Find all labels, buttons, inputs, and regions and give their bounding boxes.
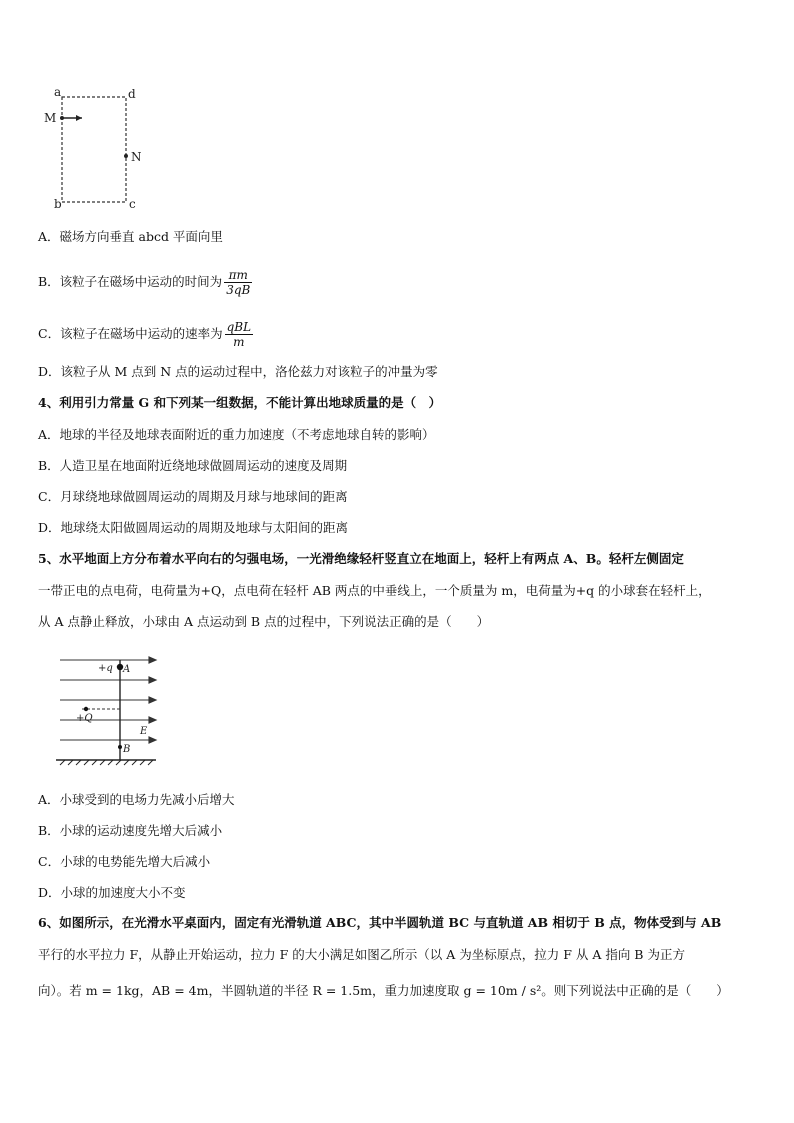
q6-stem-line2: 平行的水平拉力 F，从静止开始运动，拉力 F 的大小满足如图乙所示（以 A 为坐标原点，拉力 F 从 A 指向 B 为正方 [38, 947, 685, 962]
label-a: a [54, 85, 62, 99]
label-c: c [129, 197, 136, 211]
fraction-denominator: m [233, 335, 245, 349]
label-N: N [131, 150, 142, 164]
figure-electric-field [56, 654, 168, 772]
q5-stem-line1: 5、水平地面上方分布着水平向右的匀强电场，一光滑绝缘轻杆竖直立在地面上，轻杆上有两点 A、B。轻杆左侧固定 [38, 551, 684, 566]
q5-stem-line3: 从 A 点静止释放，小球由 A 点运动到 B 点的过程中，下列说法正确的是（ ） [38, 614, 490, 629]
label-plus-Q: +Q [76, 713, 93, 724]
q3-option-b-text: B．该粒子在磁场中运动的时间为 [38, 274, 223, 289]
q3-option-d: D．该粒子从 M 点到 N 点的运动过程中，洛伦兹力对该粒子的冲量为零 [38, 364, 438, 379]
q4-option-b: B．人造卫星在地面附近绕地球做圆周运动的速度及周期 [38, 458, 348, 473]
q4-stem: 4、利用引力常量 G 和下列某一组数据，不能计算出地球质量的是（ ） [38, 395, 442, 410]
label-d: d [128, 87, 136, 101]
fraction-numerator: qBL [226, 320, 252, 334]
q5-option-b: B．小球的运动速度先增大后减小 [38, 823, 223, 838]
q6-stem-line1: 6、如图所示，在光滑水平桌面内，固定有光滑轨道 ABC，其中半圆轨道 BC 与直轨道 AB 相切于 B 点，物体受到与 AB [38, 915, 722, 930]
q3-option-a: A．磁场方向垂直 abcd 平面向里 [38, 229, 223, 244]
q5-stem-line2: 一带正电的点电荷，电荷量为+Q，点电荷在轻杆 AB 两点的中垂线上，一个质量为 m，电荷量为+q 的小球套在轻杆上， [38, 583, 711, 598]
q5-option-a: A．小球受到的电场力先减小后增大 [38, 792, 235, 807]
q5-option-d: D．小球的加速度大小不变 [38, 885, 186, 900]
label-M: M [44, 111, 57, 125]
q3-option-c [38, 320, 255, 349]
fraction-numerator: πm [224, 268, 252, 283]
q3-option-b [38, 268, 254, 297]
fraction-denominator: 3qB [226, 283, 251, 297]
label-A: A [123, 664, 131, 675]
label-b: b [54, 197, 62, 211]
q3-option-c-text: C．该粒子在磁场中运动的速率为 [38, 326, 223, 341]
label-plus-q: +q [98, 663, 113, 674]
q6-stem-line3: 向）。若 m = 1kg，AB = 4m，半圆轨道的半径 R = 1.5m，重力加速度取 g = 10m / s²。则下列说法中正确的是（ ） [38, 983, 729, 998]
q4-option-a: A．地球的半径及地球表面附近的重力加速度（不考虑地球自转的影响） [38, 427, 435, 442]
fraction-pi-m-over-3qB [224, 268, 252, 297]
label-B: B [123, 744, 131, 755]
label-E: E [140, 726, 148, 737]
figure-magnetic-field [38, 84, 148, 214]
fraction-qBL-over-m [225, 320, 253, 349]
q4-option-c: C．月球绕地球做圆周运动的周期及月球与地球间的距离 [38, 489, 348, 504]
q4-option-d: D．地球绕太阳做圆周运动的周期及地球与太阳间的距离 [38, 520, 349, 535]
q5-option-c: C．小球的电势能先增大后减小 [38, 854, 211, 869]
